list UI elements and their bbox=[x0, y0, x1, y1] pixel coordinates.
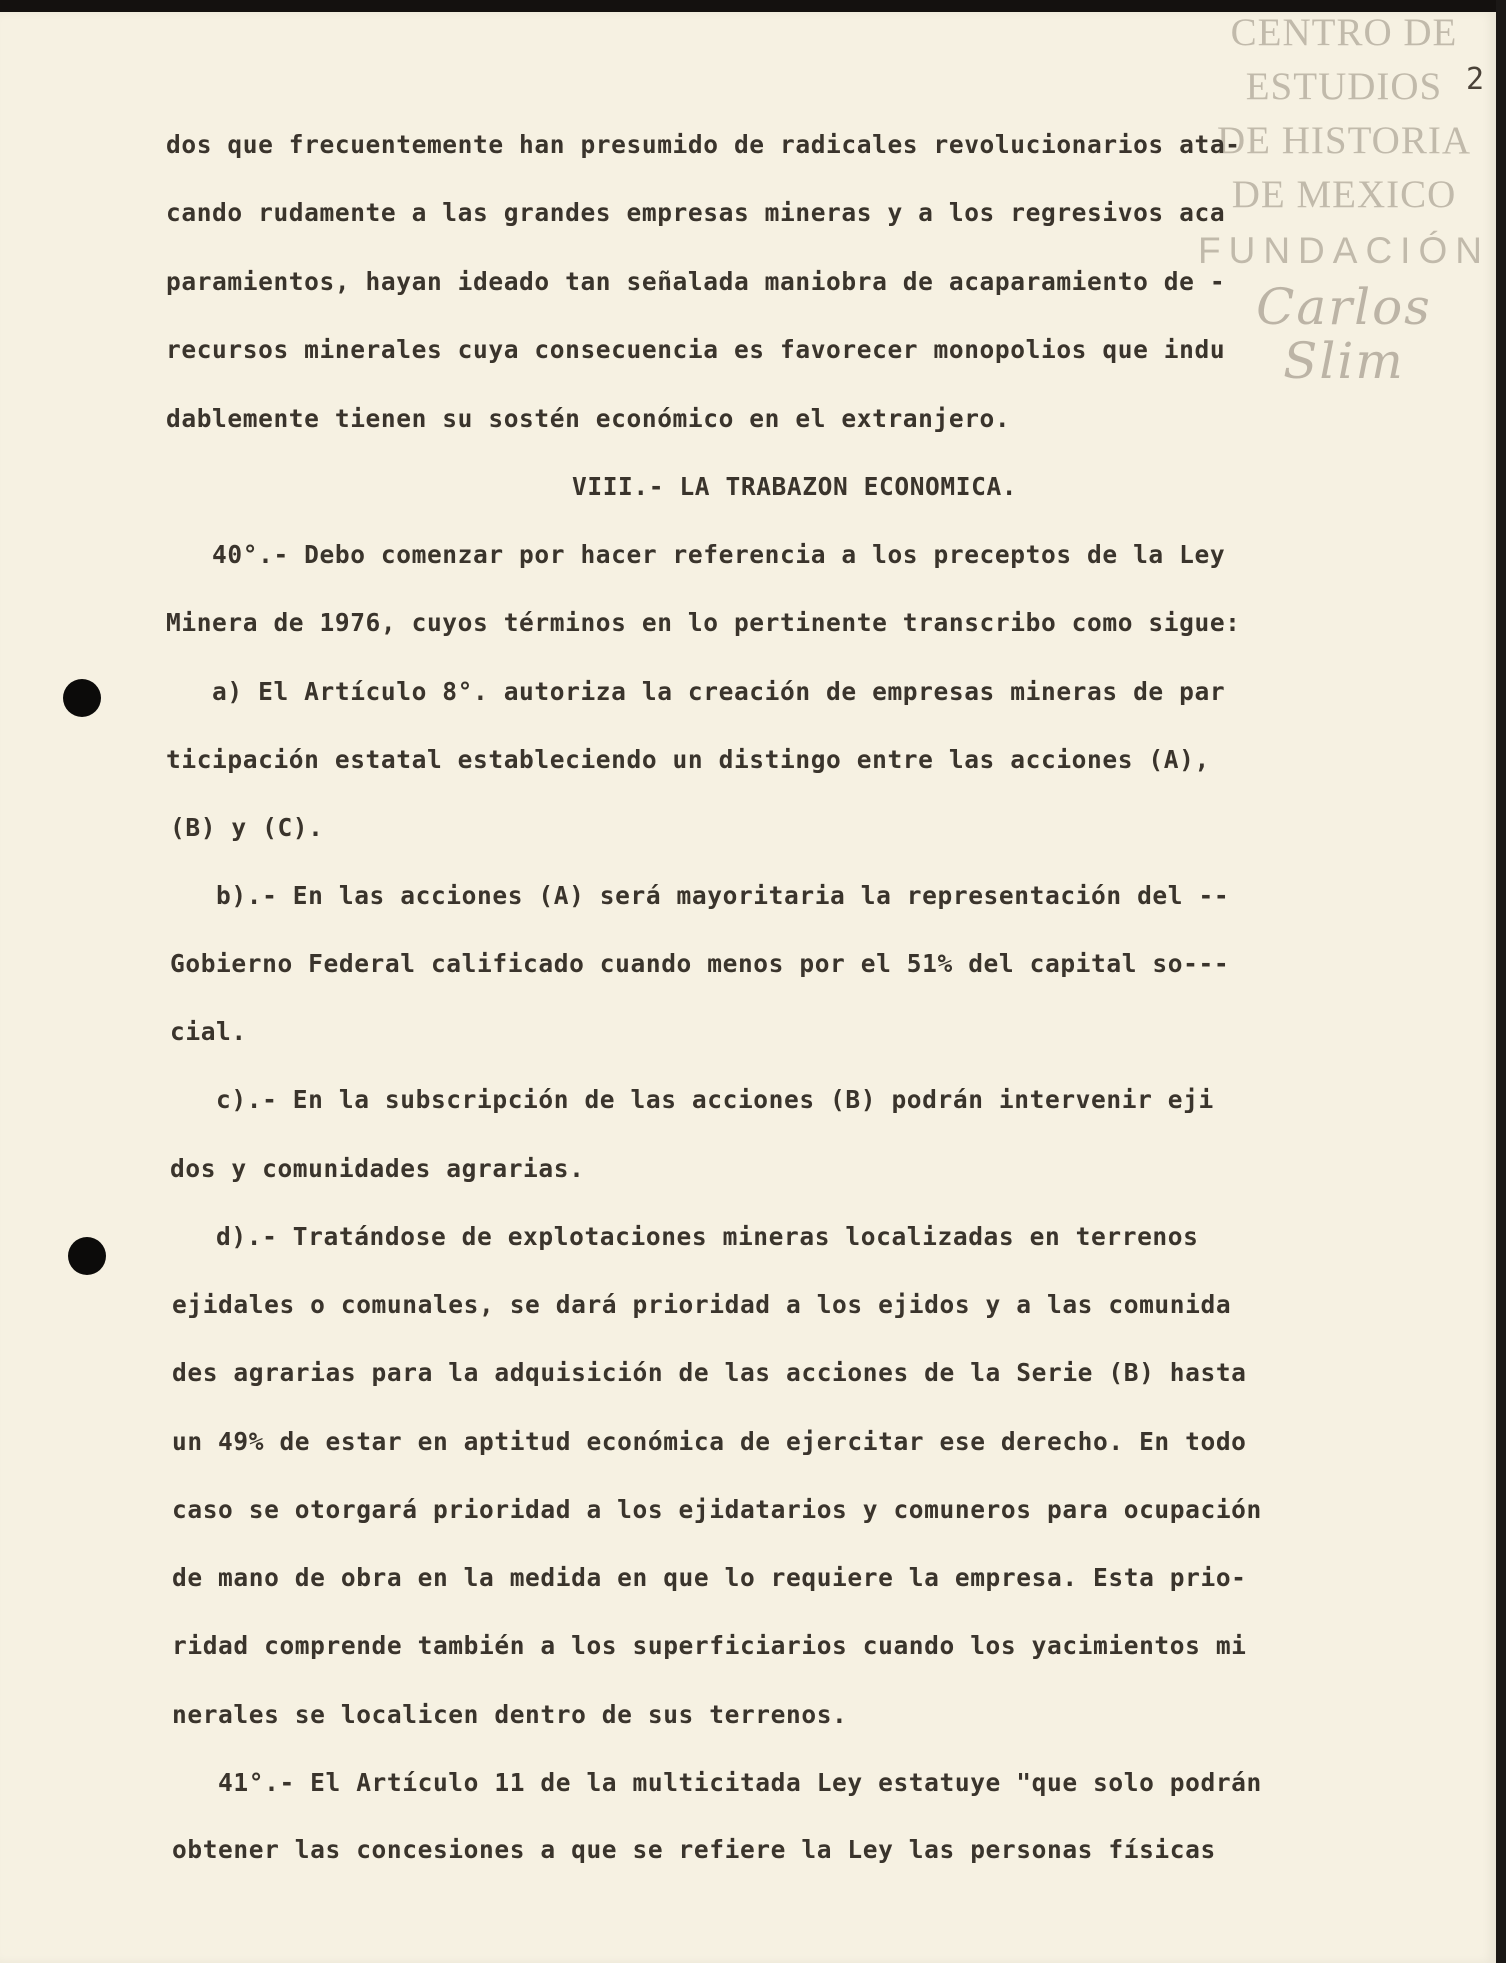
page-number: 2 bbox=[1465, 62, 1484, 97]
watermark-line-4: DE MEXICO bbox=[1231, 173, 1457, 216]
item-d-line-7: ridad comprende también a los superficiarios cuando los yacimientos mi bbox=[172, 1631, 1247, 1660]
item-d-line-4: un 49% de estar en aptitud económica de ejercitar ese derecho. En todo bbox=[172, 1427, 1247, 1456]
item-d-line-5: caso se otorgará prioridad a los ejidatarios y comuneros para ocupación bbox=[172, 1495, 1262, 1524]
item-c-line-1: c).- En la subscripción de las acciones (B) podrán intervenir eji bbox=[170, 1085, 1214, 1114]
intro-line-3: paramientos, hayan ideado tan señalada maniobra de acaparamiento de - bbox=[166, 267, 1226, 296]
item-a-line-2: ticipación estatal estableciendo un distingo entre las acciones (A), bbox=[166, 745, 1210, 774]
item-d-line-2: ejidales o comunales, se dará prioridad a los ejidos y a las comunida bbox=[172, 1290, 1232, 1319]
watermark-line-1: CENTRO DE bbox=[1230, 11, 1458, 54]
para-40-line-1: 40°.- Debo comenzar por hacer referencia a los preceptos de la Ley bbox=[166, 540, 1226, 569]
section-heading: VIII.- LA TRABAZON ECONOMICA. bbox=[572, 472, 1018, 501]
intro-line-4: recursos minerales cuya consecuencia es favorecer monopolios que indu bbox=[166, 335, 1226, 364]
watermark-foundation: FUNDACIÓN bbox=[1198, 230, 1490, 271]
watermark-line-2: ESTUDIOS bbox=[1245, 65, 1443, 108]
item-a-line-1: a) El Artículo 8°. autoriza la creación de empresas mineras de par bbox=[166, 677, 1226, 706]
item-d-line-8: nerales se localicen dentro de sus terrenos. bbox=[172, 1700, 848, 1729]
item-b-line-3: cial. bbox=[170, 1017, 247, 1046]
binder-hole-top bbox=[63, 679, 101, 717]
intro-line-5: dablemente tienen su sostén económico en el extranjero. bbox=[166, 404, 1011, 433]
intro-line-1: dos que frecuentemente han presumido de radicales revolucionarios ata- bbox=[166, 130, 1241, 159]
item-b-line-2: Gobierno Federal calificado cuando menos por el 51% del capital so--- bbox=[170, 949, 1230, 978]
item-d-line-6: de mano de obra en la medida en que lo requiere la empresa. Esta prio- bbox=[172, 1563, 1247, 1592]
archive-watermark bbox=[1194, 6, 1494, 388]
watermark-line-3: DE HISTORIA bbox=[1216, 119, 1472, 162]
item-c-line-2: dos y comunidades agrarias. bbox=[170, 1154, 585, 1183]
scan-right-border bbox=[1496, 0, 1506, 1963]
item-a-line-3: (B) y (C). bbox=[170, 813, 324, 842]
watermark-signature: Carlos Slim bbox=[1256, 278, 1432, 390]
para-41-line-2: obtener las concesiones a que se refiere la Ley las personas físicas bbox=[172, 1835, 1216, 1864]
item-d-line-1: d).- Tratándose de explotaciones mineras localizadas en terrenos bbox=[170, 1222, 1199, 1251]
para-40-line-2: Minera de 1976, cuyos términos en lo pertinente transcribo como sigue: bbox=[166, 608, 1241, 637]
binder-hole-bottom bbox=[68, 1237, 106, 1275]
item-d-line-3: des agrarias para la adquisición de las acciones de la Serie (B) hasta bbox=[172, 1358, 1247, 1387]
item-b-line-1: b).- En las acciones (A) será mayoritaria la representación del -- bbox=[170, 881, 1230, 910]
para-41-line-1: 41°.- El Artículo 11 de la multicitada Ley estatuye "que solo podrán bbox=[172, 1768, 1262, 1797]
intro-line-2: cando rudamente a las grandes empresas mineras y a los regresivos aca bbox=[166, 198, 1226, 227]
